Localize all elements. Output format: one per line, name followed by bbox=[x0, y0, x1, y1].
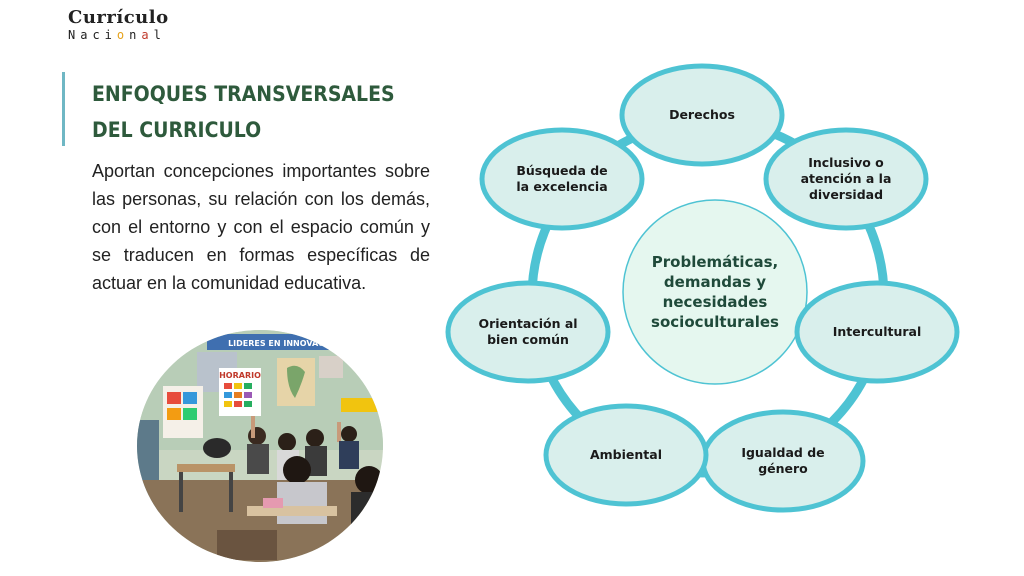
node-inclusivo bbox=[766, 130, 926, 228]
logo-part-4: a bbox=[141, 28, 154, 42]
node-busqueda-label: la excelencia bbox=[516, 179, 608, 194]
center-label-line: socioculturales bbox=[651, 313, 779, 331]
node-orientacion bbox=[448, 283, 608, 381]
node-inclusivo-label: Inclusivo o bbox=[808, 155, 884, 170]
photo-schedule-title: HORARIO bbox=[219, 371, 261, 380]
node-igualdad-label: Igualdad de bbox=[741, 445, 825, 460]
node-busqueda-label: Búsqueda de bbox=[516, 163, 608, 178]
classroom-photo bbox=[137, 330, 383, 562]
node-intercultural bbox=[797, 283, 957, 381]
photo-banner-text: LIDERES EN INNOVACION EDU bbox=[228, 339, 362, 348]
center-label-line: Problemáticas, bbox=[651, 253, 779, 271]
slide-body-text: Aportan concepciones importantes sobre las personas, su relación con los demás, con el entorno y con el espacio común y se traducen en formas específicas de actuar en la comunidad educativa. bbox=[92, 161, 430, 293]
center-label-line: necesidades bbox=[662, 293, 768, 311]
center-circle bbox=[623, 200, 807, 384]
logo-part-3: n bbox=[129, 28, 142, 42]
node-ambiental-label: Ambiental bbox=[589, 447, 663, 462]
node-igualdad-label: género bbox=[758, 461, 808, 476]
logo-part-1: Naci bbox=[68, 28, 117, 42]
node-inclusivo-label: atención a la bbox=[800, 171, 892, 186]
transversal-approaches-diagram bbox=[440, 55, 980, 525]
title-accent-bar bbox=[62, 72, 65, 146]
logo-part-5: l bbox=[153, 28, 166, 42]
node-derechos bbox=[622, 66, 782, 164]
center-node bbox=[623, 200, 807, 384]
curriculo-nacional-logo bbox=[68, 8, 169, 42]
logo-line-1: Currículo bbox=[68, 7, 169, 28]
node-orientacion-label: bien común bbox=[487, 332, 569, 347]
node-inclusivo-label: diversidad bbox=[808, 187, 884, 202]
slide-title: ENFOQUES TRANSVERSALES DEL CURRICULO bbox=[92, 82, 395, 142]
node-orientacion-label: Orientación al bbox=[478, 316, 578, 331]
node-intercultural-label: Intercultural bbox=[832, 324, 922, 339]
classroom-illustration bbox=[137, 330, 383, 562]
node-derechos-label: Derechos bbox=[669, 107, 735, 122]
center-label-line: demandas y bbox=[663, 273, 767, 291]
node-igualdad bbox=[703, 412, 863, 510]
node-busqueda bbox=[482, 130, 642, 228]
logo-part-2: o bbox=[116, 28, 130, 42]
logo-line-2 bbox=[68, 28, 169, 42]
node-ambiental bbox=[546, 406, 706, 504]
